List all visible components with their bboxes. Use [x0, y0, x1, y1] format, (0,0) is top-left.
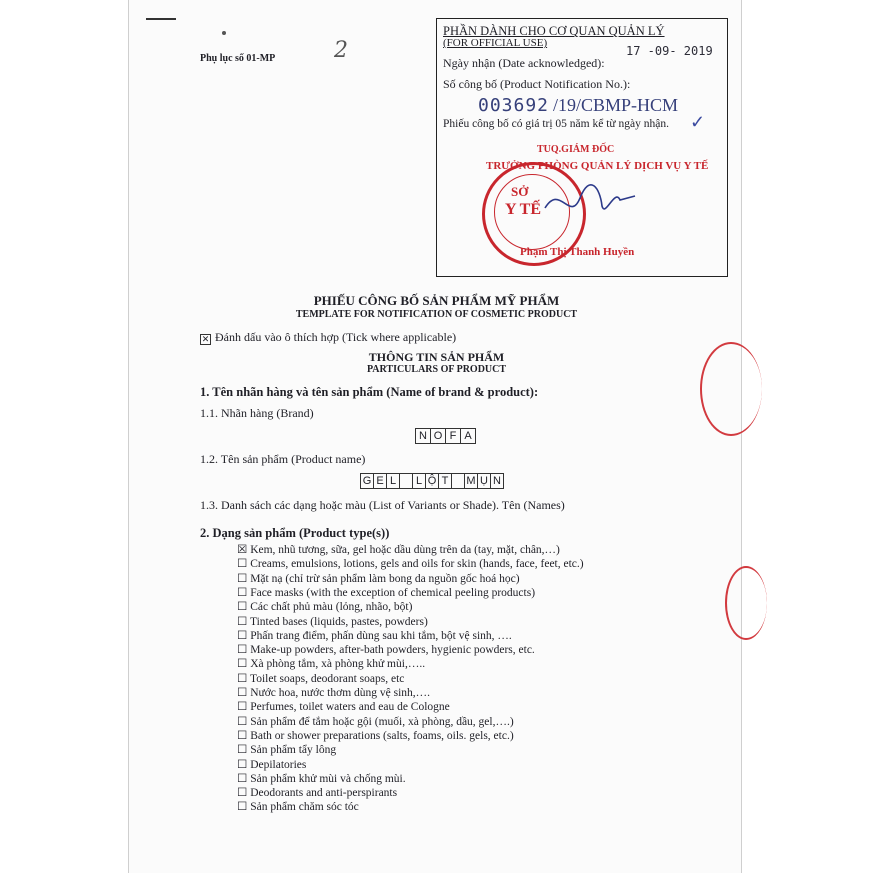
- product-name-letter-box: [451, 473, 465, 489]
- product-type-option: [237, 585, 535, 599]
- product-type-option: [237, 742, 336, 756]
- product-type-option: [237, 771, 406, 785]
- checkbox-icon: ☐: [237, 558, 251, 571]
- product-type-label: Sản phẩm để tắm hoặc gội (muối, xà phòng, dầu, gel,….): [250, 715, 514, 728]
- side-seal-icon-lower: [725, 566, 767, 640]
- checkbox-icon: ☐: [237, 658, 251, 671]
- product-type-label: Make-up powders, after-bath powders, hygienic powders, etc.: [250, 644, 535, 657]
- checkbox-icon: ☐: [237, 787, 251, 800]
- product-name-letter-box: Ộ: [425, 473, 439, 489]
- checkbox-icon: ☐: [237, 572, 251, 585]
- official-box-subtitle: (FOR OFFICIAL USE): [443, 37, 548, 49]
- signature-icon: [540, 178, 640, 228]
- product-type-label: Tinted bases (liquids, pastes, powders): [249, 615, 428, 628]
- product-type-option: [237, 671, 404, 685]
- product-type-option: [237, 799, 359, 813]
- product-type-option: [237, 656, 425, 670]
- checkbox-icon: ☐: [237, 772, 251, 785]
- product-type-label: Deodorants and anti-perspirants: [250, 787, 398, 800]
- section-title: THÔNG TIN SẢN PHẨM: [368, 350, 505, 364]
- checkbox-icon: ☐: [237, 586, 251, 599]
- form-title: PHIẾU CÔNG BỐ SẢN PHẨM MỸ PHẨM: [313, 293, 560, 308]
- product-type-label: Phấn trang điểm, phấn dùng sau khi tắm, bột vệ sinh, ….: [250, 629, 512, 642]
- product-type-label: Perfumes, toilet waters and eau de Cologne: [250, 701, 450, 714]
- annex-label: Phụ lục số 01-MP: [200, 53, 276, 64]
- product-name-letter-box: L: [412, 473, 426, 489]
- checkbox-icon: ☐: [237, 601, 251, 614]
- brand-name-boxes: [415, 428, 475, 444]
- product-type-label: Depilatories: [250, 758, 307, 771]
- variants-label: 1.3. Danh sách các dạng hoặc màu (List of Variants or Shade). Tên (Names): [200, 498, 565, 512]
- product-name-letter-box: G: [360, 473, 374, 489]
- tick-instruction: [200, 330, 456, 345]
- question-2-heading: 2. Dạng sản phẩm (Product type(s)): [200, 526, 390, 540]
- checkbox-icon: ☐: [237, 801, 251, 814]
- product-type-label: Toilet soaps, deodorant soaps, etc: [249, 672, 405, 685]
- seal-text-line1: SỞ: [511, 184, 529, 199]
- handwritten-page-number: 2: [334, 38, 348, 63]
- tick-mark-icon: ✓: [690, 112, 706, 132]
- validity-note: Phiếu công bố có giá trị 05 năm kể từ ngày nhận.: [443, 118, 669, 130]
- question-1-heading: 1. Tên nhãn hàng và tên sản phẩm (Name of brand & product):: [200, 385, 539, 399]
- checkbox-icon: ☐: [237, 672, 250, 685]
- product-type-label: Sản phẩm khử mùi và chống mùi.: [250, 772, 406, 785]
- notification-number-label: Số công bố (Product Notification No.):: [443, 77, 631, 91]
- brand-letter-box: N: [415, 428, 431, 444]
- checkbox-icon: ☐: [237, 758, 251, 771]
- product-type-option: [237, 685, 430, 699]
- product-type-option: [237, 757, 306, 771]
- checkbox-icon: ☐: [237, 744, 251, 757]
- checked-box-icon: ☒: [237, 544, 251, 556]
- product-name-letter-box: E: [373, 473, 387, 489]
- date-label: Ngày nhận (Date acknowledged):: [443, 56, 605, 70]
- product-type-option: [237, 728, 514, 742]
- product-type-option: [237, 556, 584, 570]
- checkbox-icon: ☐: [237, 629, 251, 642]
- product-type-option: [237, 542, 560, 556]
- product-type-option: [237, 599, 412, 613]
- product-type-label: Sản phẩm chăm sóc tóc: [250, 801, 359, 814]
- brand-label: 1.1. Nhãn hàng (Brand): [200, 406, 314, 420]
- brand-letter-box: O: [430, 428, 446, 444]
- product-type-option: [237, 571, 520, 585]
- checkbox-icon: ☐: [237, 701, 251, 714]
- product-type-option: [237, 714, 514, 728]
- pen-dot: [222, 31, 226, 35]
- form-title-english: TEMPLATE FOR NOTIFICATION OF COSMETIC PRODUCT: [295, 309, 578, 320]
- product-type-option: [237, 614, 428, 628]
- product-type-option: [237, 699, 450, 713]
- product-type-label: Các chất phủ màu (lỏng, nhão, bột): [250, 601, 413, 614]
- product-type-label: Nước hoa, nước thơm dùng vệ sinh,….: [250, 687, 431, 699]
- checked-box-icon: ✕: [201, 334, 210, 344]
- seal-text-line2: Y TẾ: [505, 201, 542, 218]
- notification-number-suffix: /19/CBMP-HCM: [553, 95, 679, 115]
- product-type-label: Kem, nhũ tương, sữa, gel hoặc dầu dùng trên da (tay, mặt, chân,…): [250, 544, 560, 556]
- stamp-department-line: TRƯỞNG PHÒNG QUẢN LÝ DỊCH VỤ Y TẾ: [486, 160, 709, 172]
- date-stamp: 17 -09- 2019: [626, 44, 713, 58]
- product-name-letter-box: L: [386, 473, 400, 489]
- signer-name: Phạm Thị Thanh Huyền: [520, 246, 635, 258]
- checkbox-icon: ☐: [237, 729, 251, 742]
- checkbox-icon: ☐: [237, 644, 251, 657]
- pen-mark: [146, 18, 176, 20]
- product-type-label: Xà phòng tắm, xà phòng khử mùi,…..: [250, 658, 426, 671]
- product-name-letter-box: N: [490, 473, 504, 489]
- product-type-label: Creams, emulsions, lotions, gels and oils for skin (hands, face, feet, etc.): [250, 558, 584, 571]
- section-title-english: PARTICULARS OF PRODUCT: [366, 364, 507, 375]
- product-type-label: Mặt nạ (chỉ trừ sản phẩm làm bong da nguồn gốc hoá học): [250, 572, 520, 585]
- product-type-label: Face masks (with the exception of chemical peeling products): [250, 586, 536, 599]
- brand-letter-box: F: [445, 428, 461, 444]
- official-box-title: PHẦN DÀNH CHO CƠ QUAN QUẢN LÝ: [443, 24, 665, 38]
- checkbox-icon: ☐: [237, 615, 250, 628]
- product-name-letter-box: M: [464, 473, 478, 489]
- product-name-letter-box: T: [438, 473, 452, 489]
- product-name-letter-box: [399, 473, 413, 489]
- product-name-letter-box: Ụ: [477, 473, 491, 489]
- checkbox-icon: ☐: [237, 715, 251, 728]
- checkbox-icon: ☐: [237, 687, 251, 699]
- product-name-label: 1.2. Tên sản phẩm (Product name): [200, 452, 366, 466]
- product-type-option: [237, 642, 535, 656]
- product-type-label: Bath or shower preparations (salts, foams, oils. gels, etc.): [250, 729, 514, 742]
- tick-instruction-text: Đánh dấu vào ô thích hợp (Tick where applicable): [215, 330, 457, 344]
- product-type-option: [237, 628, 512, 642]
- stamp-authority-line: TUQ.GIÁM ĐỐC: [537, 144, 615, 155]
- notification-number: 003692: [478, 95, 550, 116]
- product-type-label: Sản phẩm tẩy lông: [250, 744, 337, 757]
- brand-letter-box: A: [460, 428, 476, 444]
- product-name-boxes: [360, 473, 503, 489]
- product-type-option: [237, 785, 397, 799]
